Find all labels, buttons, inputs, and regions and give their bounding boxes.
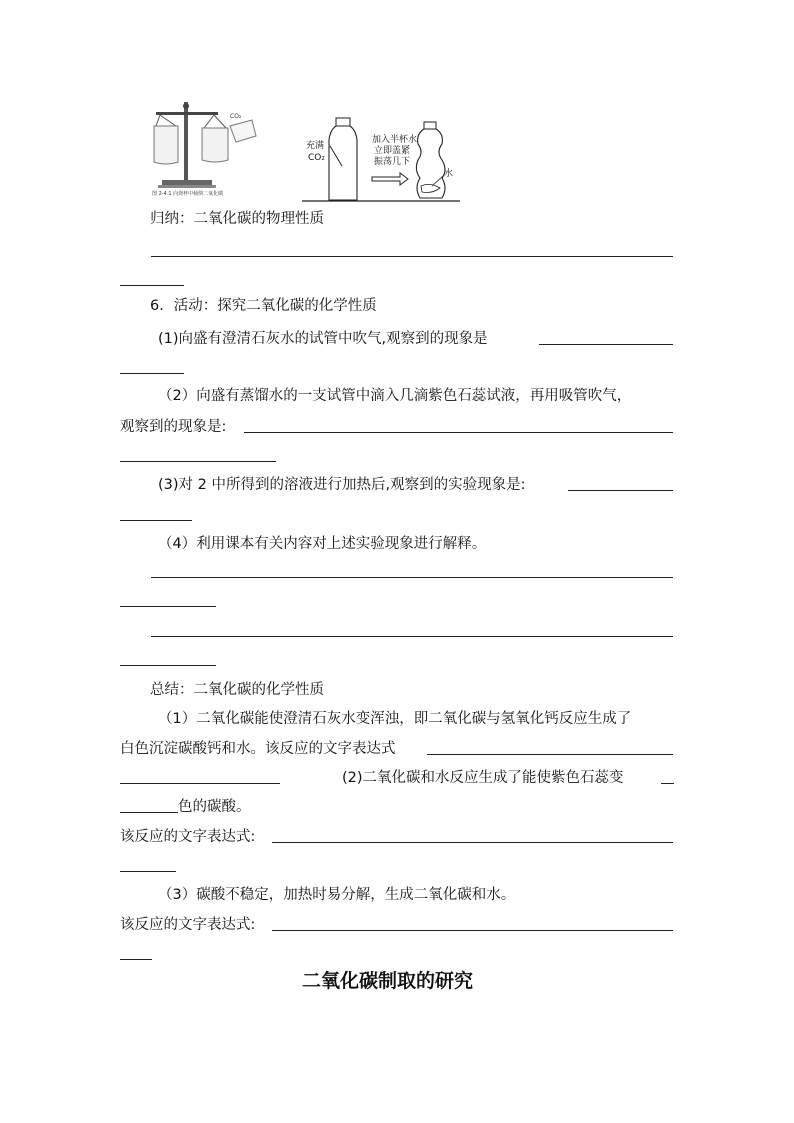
answer-line (151, 636, 673, 637)
answer-line (568, 490, 673, 491)
answer-line (244, 432, 673, 433)
answer-line (120, 783, 280, 784)
bottle-figure (302, 116, 462, 202)
activity6-q2-line2: 观察到的现象是: (120, 419, 227, 435)
summary-p2-expr: 该反应的文字表达式: (120, 829, 256, 845)
answer-line (120, 285, 184, 286)
activity6-q3: (3)对 2 中所得到的溶液进行加热后,观察到的实验现象是: (158, 477, 526, 493)
summary-p3-line1: （3）碳酸不稳定，加热时易分解，生成二氧化碳和水。 (158, 887, 516, 903)
answer-line (120, 373, 184, 374)
activity6-heading: 6．活动：探究二氧化碳的化学性质 (150, 298, 377, 314)
answer-line (151, 256, 673, 257)
figure-caption: 图 2-4.1 向烧杯中倾倒二氧化碳 (152, 191, 224, 197)
activity6-q2-line1: （2）向盛有蒸馏水的一支试管中滴入几滴紫色石蕊试液，再用吸管吹气， (158, 388, 632, 404)
answer-line (539, 344, 673, 345)
summary-p2-part1: (2)二氧化碳和水反应生成了能使紫色石蕊变 (342, 770, 624, 786)
answer-line (120, 606, 216, 607)
bottle-label-2: CO₂ (308, 153, 325, 163)
summary-p3-expr: 该反应的文字表达式: (120, 917, 256, 933)
arrow-text-1: 加入半杯水 (372, 135, 418, 145)
co2-label: CO₂ (230, 113, 242, 120)
answer-line (120, 520, 192, 521)
summary-physical-label: 归纳：二氧化碳的物理性质 (150, 211, 324, 227)
answer-line (120, 959, 152, 960)
answer-line (120, 665, 216, 666)
arrow-text-2: 立即盖紧 (374, 146, 411, 156)
answer-line (120, 461, 276, 462)
balance-figure (148, 96, 258, 198)
activity6-q4: （4）利用课本有关内容对上述实验现象进行解释。 (158, 536, 487, 552)
activity6-q1: (1)向盛有澄清石灰水的试管中吹气,观察到的现象是 (158, 331, 488, 347)
summary-p1-line2: 白色沉淀碳酸钙和水。该反应的文字表达式 (120, 741, 396, 757)
section-title: 二氧化碳制取的研究 (302, 970, 474, 992)
answer-line (151, 577, 673, 578)
answer-line (427, 754, 673, 755)
answer-line (272, 842, 673, 843)
summary-p2-part2: 色的碳酸。 (178, 799, 251, 815)
bottle-label-1: 充满 (306, 141, 325, 151)
answer-line (120, 871, 176, 872)
answer-line (661, 783, 674, 784)
answer-line (120, 812, 178, 813)
answer-line (272, 930, 673, 931)
summary-chemical-heading: 总结：二氧化碳的化学性质 (150, 682, 324, 698)
arrow-text-3: 振荡几下 (374, 157, 411, 167)
summary-p1-line1: （1）二氧化碳能使澄清石灰水变浑浊，即二氧化碳与氢氧化钙反应生成了 (158, 711, 632, 727)
water-label: 水 (444, 169, 454, 179)
